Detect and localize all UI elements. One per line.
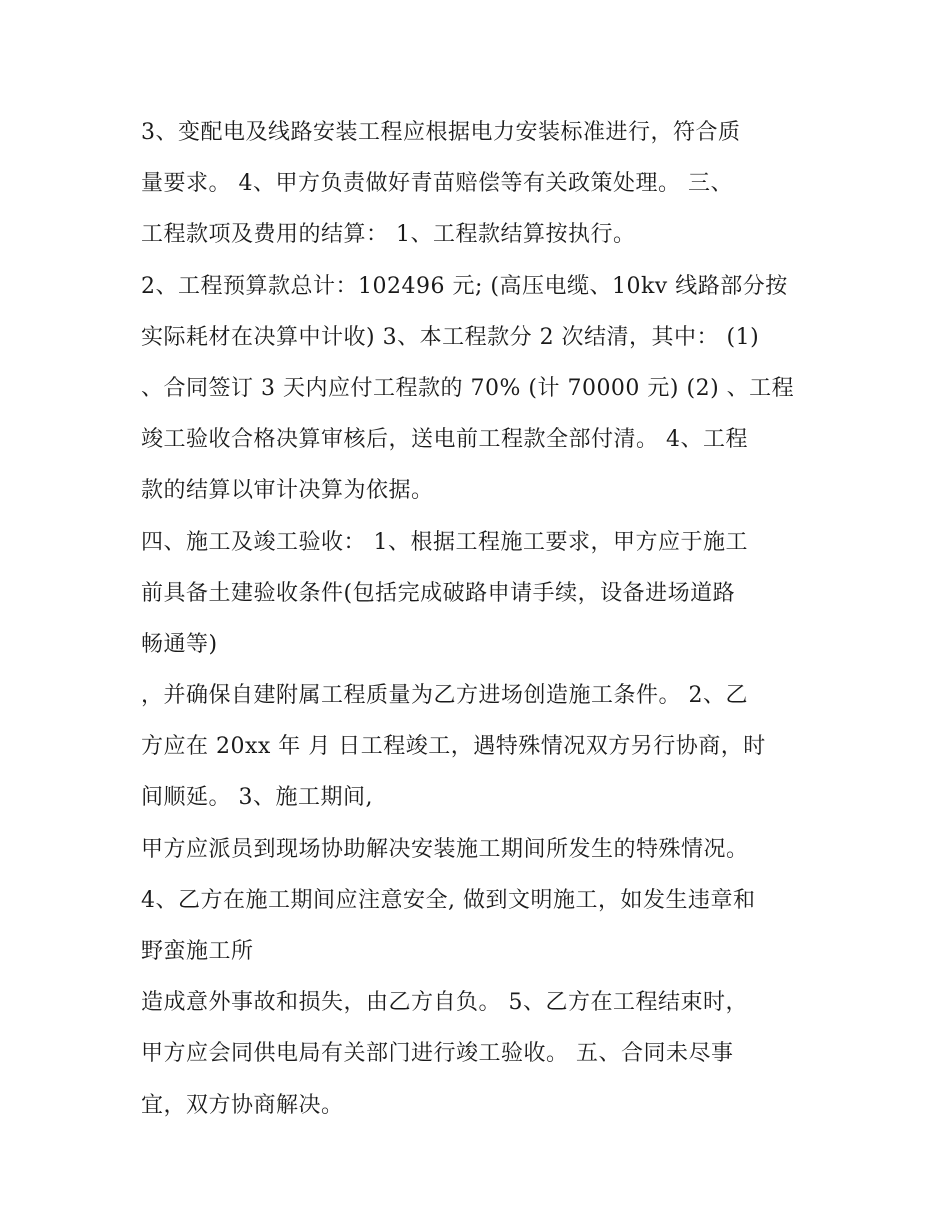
text-line: ，并确保自建附属工程质量为乙方进场创造施工条件。 2、乙 (141, 683, 748, 709)
text-line: 量要求。 4、甲方负责做好青苗赔偿等有关政策处理。 三、 (141, 171, 733, 197)
text-line: 造成意外事故和损失，由乙方自负。 5、乙方在工程结束时， (141, 990, 748, 1016)
text-line: 工程款项及费用的结算： 1、工程款结算按执行。 (141, 222, 636, 248)
text-line: 实际耗材在决算中计收) 3、本工程款分 2 次结清，其中： (1) (141, 324, 760, 350)
text-line: 方应在 20xx 年 月 日工程竣工，遇特殊情况双方另行协商，时 (141, 734, 766, 760)
text-line: 野蛮施工所 (141, 939, 254, 964)
text-line: 甲方应会同供电局有关部门进行竣工验收。 五、合同未尽事 (141, 1041, 734, 1067)
text-line: 宜，双方协商解决。 (141, 1092, 344, 1118)
text-line: 、合同签订 3 天内应付工程款的 70% (计 70000 元) (2) 、工程 (141, 375, 795, 401)
text-line: 间顺延。 3、施工期间, (141, 785, 373, 811)
text-line: 畅通等) (141, 631, 218, 657)
document-body (141, 107, 821, 1131)
text-line: 3、变配电及线路安装工程应根据电力安装标准进行，符合质 (141, 120, 741, 145)
text-line: 甲方应派员到现场协助解决安装施工期间所发生的特殊情况。 (141, 836, 749, 862)
text-line: 四、施工及竣工验收： 1、根据工程施工要求，甲方应于施工 (141, 529, 748, 555)
text-line: 款的结算以审计决算为依据。 (141, 478, 434, 504)
text-line: 4、乙方在施工期间应注意安全, 做到文明施工，如发生违章和 (141, 887, 756, 913)
text-line: 前具备土建验收条件(包括完成破路申请手续，设备进场道路 (141, 580, 736, 606)
text-line: 竣工验收合格决算审核后，送电前工程款全部付清。 4、工程 (141, 427, 748, 453)
text-line: 2、工程预算款总计：102496 元; (高压电缆、10kv 线路部分按 (141, 273, 788, 299)
